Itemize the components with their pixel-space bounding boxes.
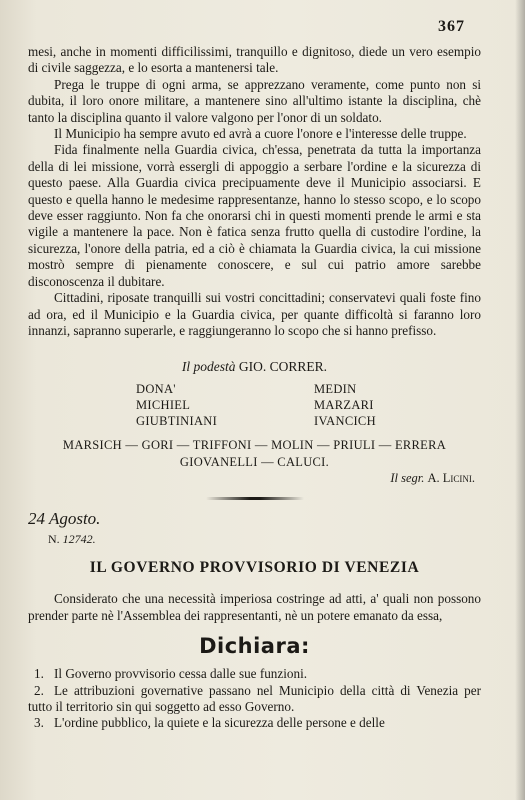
article-item	[28, 715, 481, 731]
council-signatures	[28, 437, 481, 470]
article-number: 2.	[34, 682, 44, 698]
article-number: 3.	[34, 715, 44, 731]
section-divider-row	[28, 496, 481, 501]
decree-heading: IL GOVERNO PROVVISORIO DI VENEZIA	[89, 559, 420, 577]
podesta-name: GIO. CORRER.	[238, 359, 328, 375]
paragraph-troops: Prega le truppe di ogni arma, se apprezzano veramente, come punto non si dubita, il loro onore militare, a mantenere sino all'ultimo istante la disciplina, chè tanto la disciplina quanto il valore valgono per l'onor di un soldato.	[28, 76, 481, 125]
signature-name: GIUBTINIANI	[136, 414, 218, 429]
decree-date: 24 Agosto.	[28, 509, 101, 529]
decree-intro: Considerato che una necessità imperiosa costringe ad atti, a' quali non possono prender parte nè l'Assemblea dei rappresentanti, nè un potere emanato da essa,	[28, 591, 481, 623]
podesta-signature	[28, 359, 481, 375]
signature-name: IVANCICH	[314, 414, 376, 429]
article-item	[28, 683, 481, 716]
paragraph-cittadini: Cittadini, riposate tranquilli sui vostri concittadini; conservatevi quali foste fino ad ora, ed il Municipio e la Guardia civica, per quante difficoltà si faranno loro innanzi, sapranno superarle, e raggiungeranno lo scopo che si hanno prefisso.	[28, 290, 481, 338]
decree-number-label: N.	[48, 532, 60, 547]
article-text: Le attribuzioni governative passano nel Municipio della città di Venezia per tutto il territorio sin qui soggetto ad esso Governo.	[28, 682, 481, 714]
signature-name: DONA'	[136, 382, 176, 397]
section-divider	[206, 496, 304, 501]
decree-number	[48, 532, 481, 547]
dichiara-heading: Dichiara:	[199, 634, 310, 659]
paragraph-municipio: Il Municipio ha sempre avuto ed avrà a cuore l'onore e l'interesse delle truppe.	[54, 126, 467, 142]
paragraph-continuation: mesi, anche in momenti difficilissimi, tranquillo e dignitoso, diede un vero esempio di civile saggezza, e lo esorta a mantenersi tale.	[28, 44, 481, 76]
decree-number-value: 12742.	[62, 532, 96, 547]
assessori-signatures	[28, 381, 481, 429]
council-line-1: MARSICH — GORI — TRIFFONI — MOLIN — PRIULI — ERRERA	[62, 438, 447, 453]
signatures-left-column	[136, 381, 296, 429]
council-line-2: GIOVANELLI — CALUCI.	[179, 454, 330, 469]
secretary-name: A. Licini.	[427, 471, 475, 486]
signature-name: MEDIN	[314, 382, 357, 397]
paragraph-guardia-civica: Fida finalmente nella Guardia civica, ch'essa, penetrata da tutta la importanza della di lei missione, vorrà essergli di appoggio a serbare l'ordine e la sicurezza di questo paese. Alla Guardia civica precipuamente deve il Municipio associarsi. E questo e quella hanno le medesime rappresentanze, hanno lo stesso scopo, e lo scopo deve esser raggiunto. Non fa che onorarsi chi in questi momenti prende le armi e sta vigile a mantenere la pace. Non è fatica senza frutto quella di custodire l'ordine, la sicurezza, l'onore della patria, ed a ciò è chiamata la Guardia civica, la cui missione mostrò sempre di pienamente conoscere, e sul cui patrio amore sarebbe disconoscenza il dubitare.	[28, 142, 481, 289]
secretary-signature	[28, 471, 481, 486]
article-text: L'ordine pubblico, la quiete e la sicurezza delle persone e delle	[54, 715, 385, 731]
podesta-title: Il podestà	[181, 359, 236, 375]
signature-name: MARZARI	[314, 398, 374, 413]
article-number: 1.	[34, 666, 44, 682]
article-text: Il Governo provvisorio cessa dalle sue funzioni.	[54, 666, 308, 682]
signatures-right-column	[314, 381, 376, 429]
signature-name: MICHIEL	[136, 398, 191, 413]
secretary-title: Il segr.	[390, 471, 425, 486]
article-item	[28, 666, 481, 682]
page-number: 367	[438, 18, 465, 35]
